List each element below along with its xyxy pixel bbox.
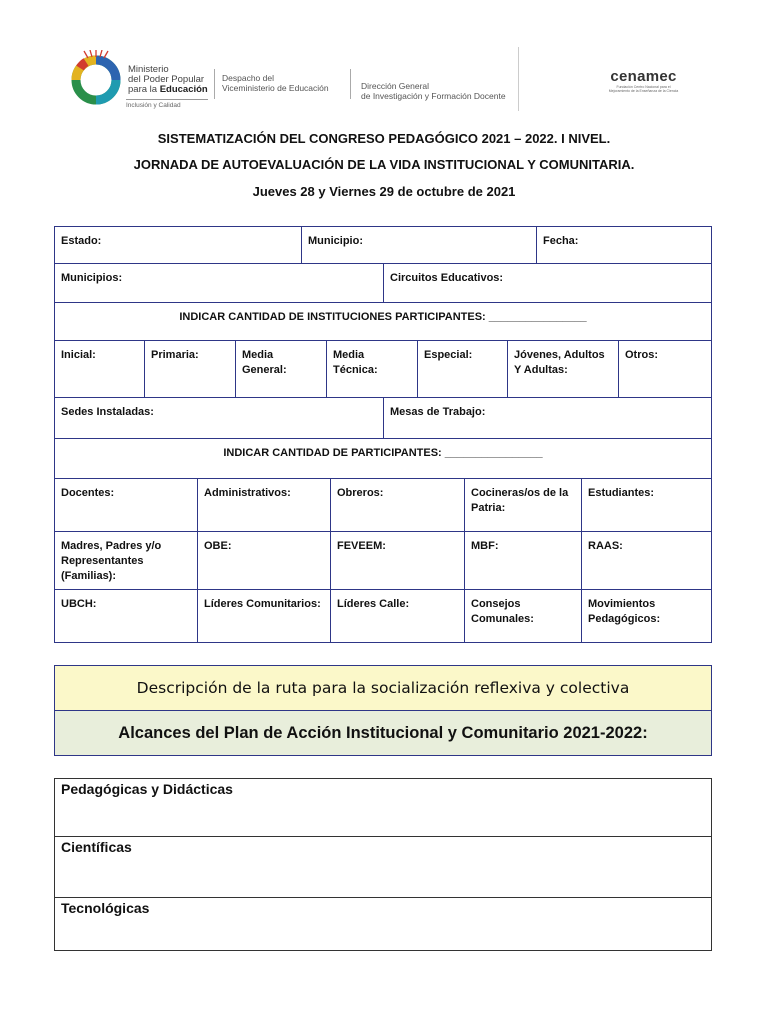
- familias-field[interactable]: Madres, Padres y/o Representantes (Familias):: [61, 540, 162, 582]
- descripcion-banner: Descripción de la ruta para la socialización reflexiva y colectiva: [55, 666, 711, 711]
- area-cientificas-field[interactable]: Científicas: [55, 836, 711, 897]
- fecha-field[interactable]: Fecha:: [536, 227, 711, 263]
- participantes-header: INDICAR CANTIDAD DE PARTICIPANTES: ________________: [223, 447, 543, 459]
- docentes-field[interactable]: Docentes:: [61, 487, 115, 499]
- ministerio-tagline: Inclusión y Calidad: [126, 99, 208, 109]
- ministerio-name: Ministerio del Poder Popular para la Educación: [128, 64, 208, 95]
- niveles-row: [54, 341, 712, 398]
- movimientos-pedagogicos-field[interactable]: Movimientos Pedagógicos:: [581, 590, 711, 642]
- nivel-especial-field[interactable]: Especial:: [417, 341, 507, 397]
- form-row: [54, 226, 712, 264]
- form-row: [54, 264, 712, 303]
- header-divider: [214, 69, 215, 99]
- direccion-label: Dirección General de Investigación y Formación Docente: [361, 81, 506, 101]
- registration-form: [54, 226, 712, 643]
- mbf-field[interactable]: MBF:: [464, 532, 581, 589]
- participantes-row: [54, 479, 712, 532]
- alcances-banner: Alcances del Plan de Acción Institucional y Comunitario 2021-2022:: [55, 711, 711, 755]
- municipio-field[interactable]: Municipio:: [301, 227, 536, 263]
- header-divider: [518, 47, 519, 111]
- municipios-field[interactable]: Municipios:: [61, 272, 123, 284]
- estado-field[interactable]: Estado:: [61, 235, 102, 247]
- header-divider: [350, 69, 351, 99]
- raas-field[interactable]: RAAS:: [581, 532, 711, 589]
- document-subtitle: JORNADA DE AUTOEVALUACIÓN DE LA VIDA INSTITUCIONAL Y COMUNITARIA.: [133, 157, 635, 172]
- cenamec-logo: cenamec Fundación Centro Nacional para el Mejoramiento de la Enseñanza de la Ciencia: [608, 68, 679, 93]
- estudiantes-field[interactable]: Estudiantes:: [581, 479, 711, 531]
- nivel-jovenes-adultos-field[interactable]: Jóvenes, Adultos Y Adultas:: [507, 341, 618, 397]
- participantes-row: [54, 532, 712, 590]
- sedes-field[interactable]: Sedes Instaladas:: [61, 406, 154, 418]
- nivel-otros-field[interactable]: Otros:: [618, 341, 711, 397]
- circuitos-field[interactable]: Circuitos Educativos:: [383, 264, 711, 302]
- nivel-media-tecnica-field[interactable]: Media Técnica:: [326, 341, 417, 397]
- consejos-comunales-field[interactable]: Consejos Comunales:: [464, 590, 581, 642]
- ubch-field[interactable]: UBCH:: [61, 598, 97, 610]
- area-tecnologicas-field[interactable]: Tecnológicas: [55, 897, 711, 950]
- lideres-calle-field[interactable]: Líderes Calle:: [330, 590, 464, 642]
- cocineras-field[interactable]: Cocineras/os de la Patria:: [464, 479, 581, 531]
- administrativos-field[interactable]: Administrativos:: [197, 479, 330, 531]
- area-pedagogicas-field[interactable]: Pedagógicas y Didácticas: [61, 781, 233, 797]
- header-logos: [66, 47, 521, 111]
- areas-table: [54, 778, 712, 951]
- despacho-label: Despacho del Viceministerio de Educación: [222, 73, 329, 93]
- document-title: SISTEMATIZACIÓN DEL CONGRESO PEDAGÓGICO 2021 – 2022. I NIVEL.: [157, 131, 611, 146]
- ministerio-logo-icon: [68, 50, 124, 106]
- section-banners: [54, 665, 712, 756]
- nivel-media-general-field[interactable]: Media General:: [235, 341, 326, 397]
- feveem-field[interactable]: FEVEEM:: [330, 532, 464, 589]
- obreros-field[interactable]: Obreros:: [330, 479, 464, 531]
- mesas-field[interactable]: Mesas de Trabajo:: [383, 398, 711, 438]
- form-row: [54, 398, 712, 439]
- lideres-comunitarios-field[interactable]: Líderes Comunitarios:: [197, 590, 330, 642]
- nivel-primaria-field[interactable]: Primaria:: [144, 341, 235, 397]
- participantes-row: [54, 590, 712, 643]
- form-row: [54, 439, 712, 479]
- instituciones-header: INDICAR CANTIDAD DE INSTITUCIONES PARTICIPANTES: ________________: [179, 311, 587, 323]
- form-row: [54, 303, 712, 341]
- obe-field[interactable]: OBE:: [197, 532, 330, 589]
- document-date: Jueves 28 y Viernes 29 de octubre de 2021: [252, 184, 516, 199]
- nivel-inicial-field[interactable]: Inicial:: [61, 349, 96, 361]
